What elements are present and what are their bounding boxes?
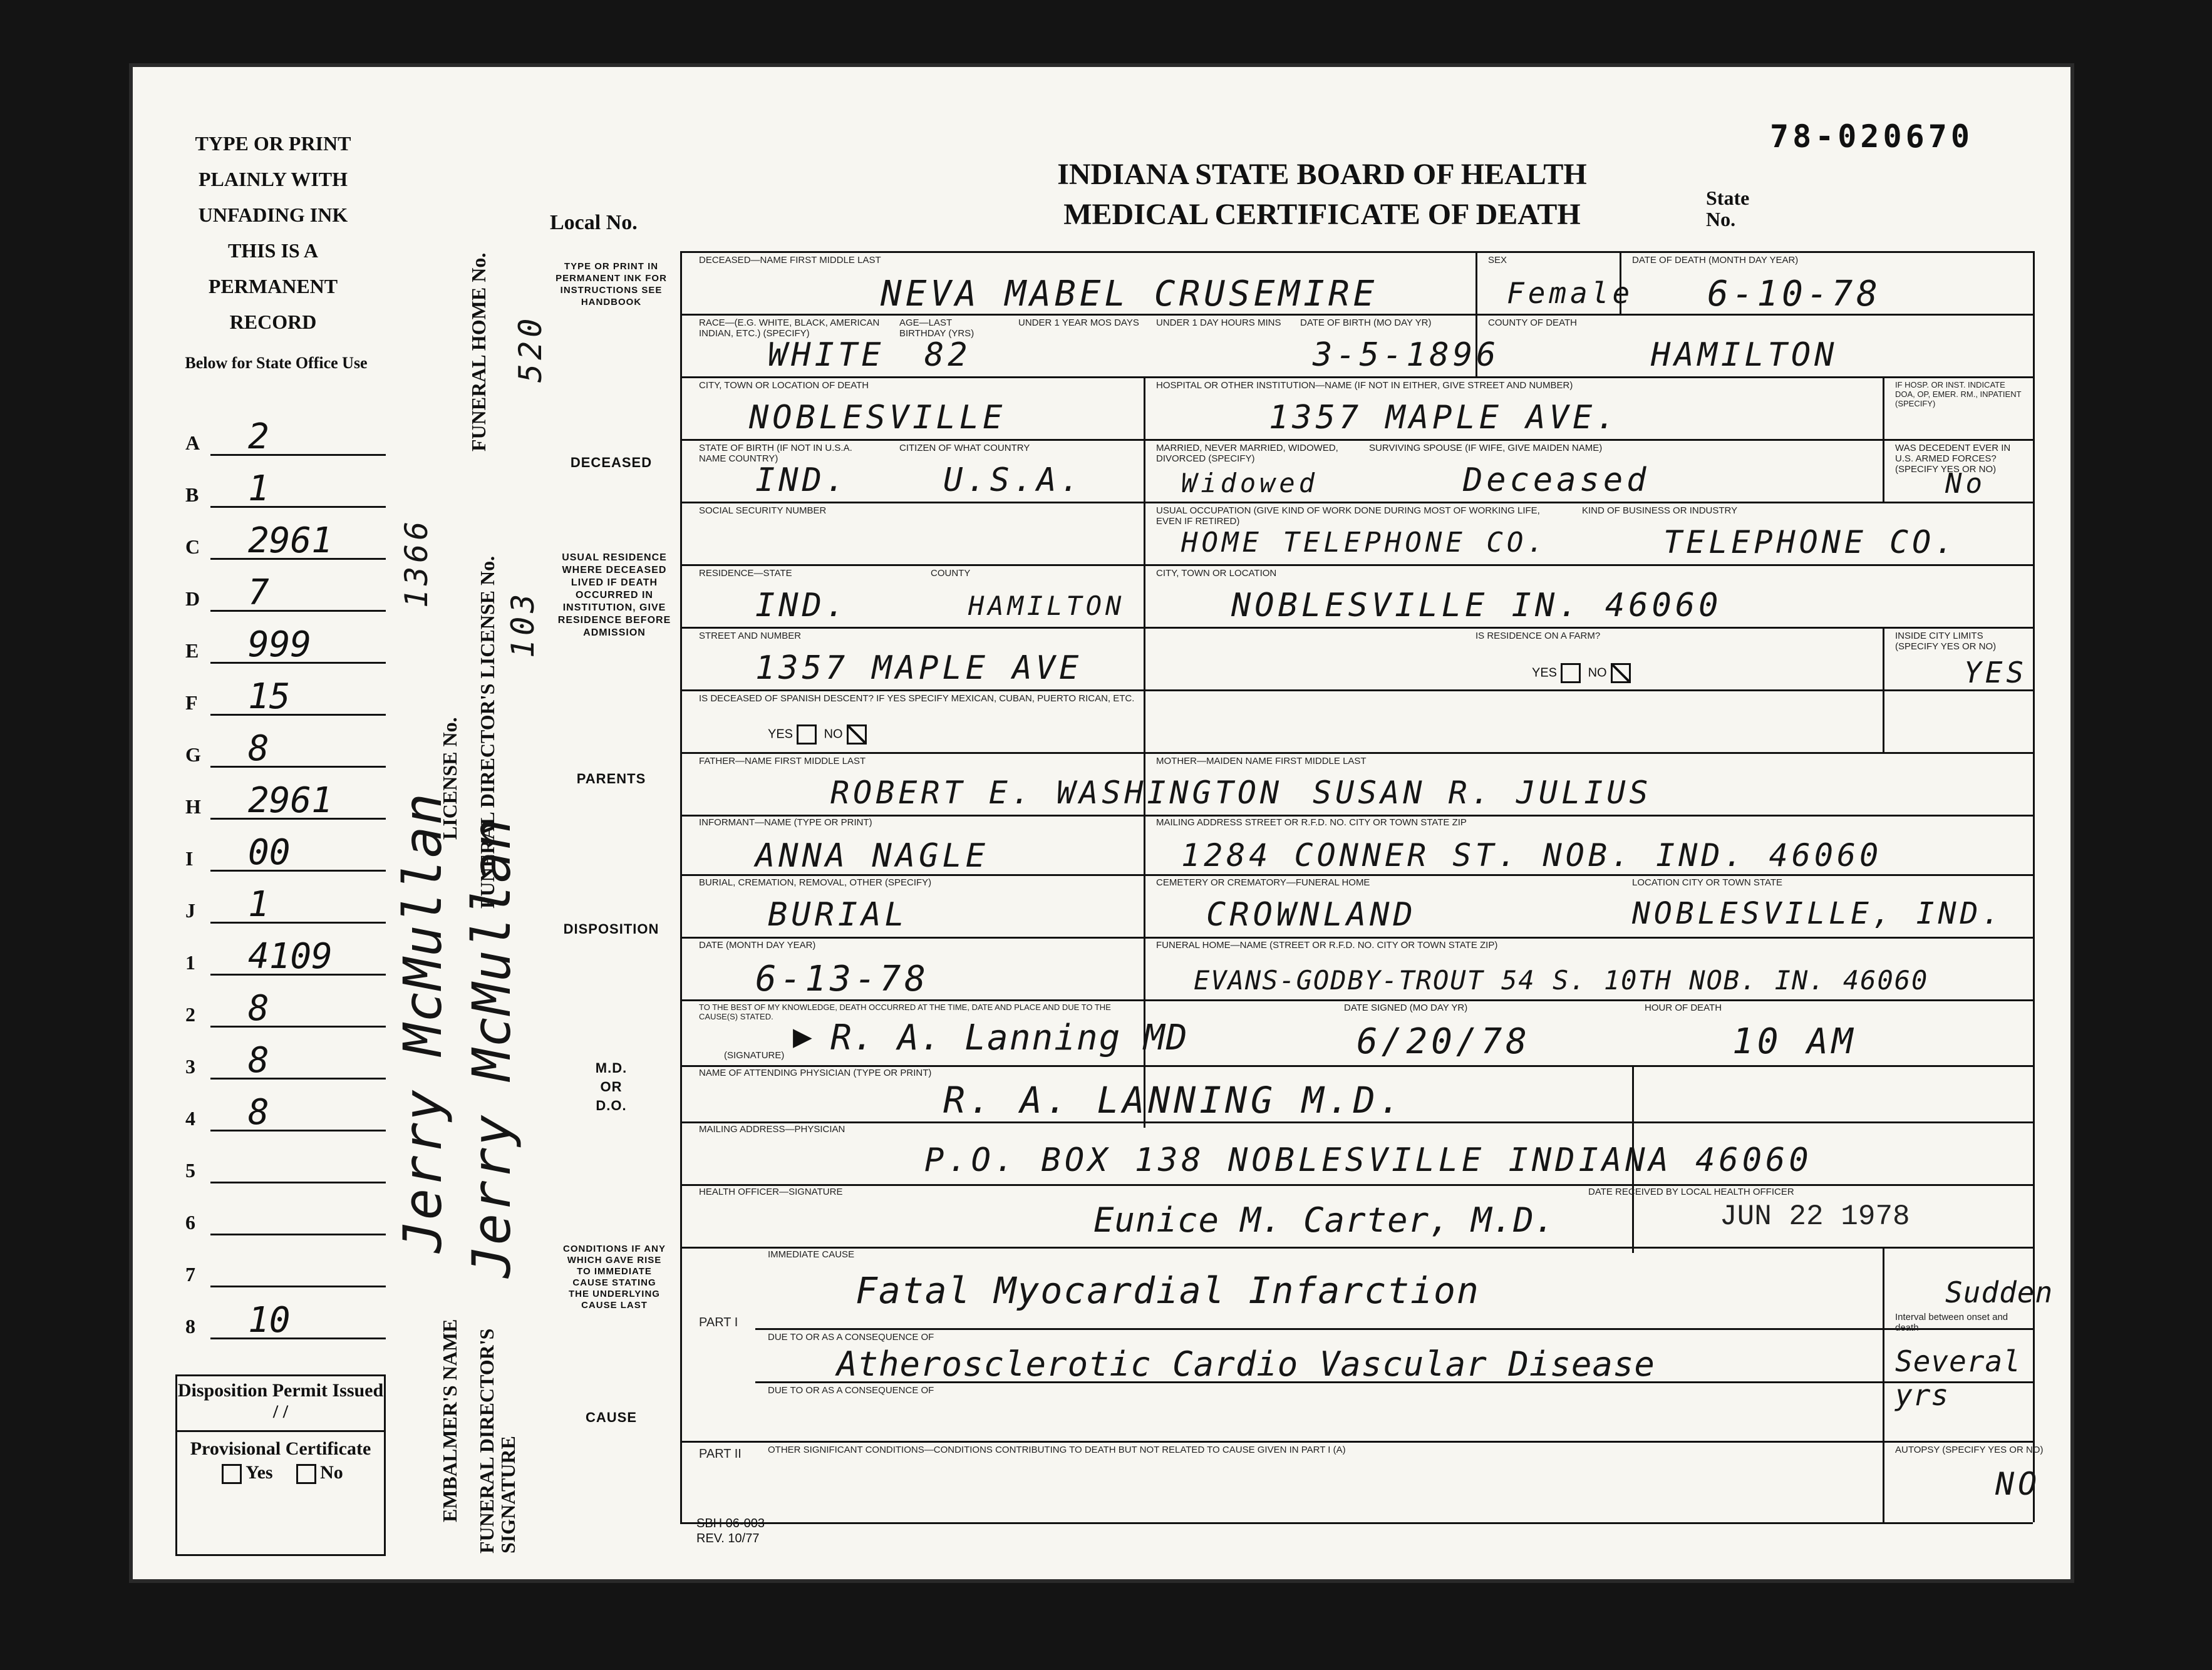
office-code-line xyxy=(210,506,386,508)
office-code-line xyxy=(210,1234,386,1235)
label-other-conditions: OTHER SIGNIFICANT CONDITIONS—CONDITIONS CONTRIBUTING TO DEATH BUT NOT RELATED TO CAUSE GIVEN IN PART I (A) xyxy=(768,1445,1346,1455)
residence-city-value: NOBLESVILLE IN. 46060 xyxy=(1231,587,1722,624)
signature-arrow-icon: ▶ xyxy=(793,1023,812,1051)
instruction-line: THIS IS A xyxy=(227,239,319,262)
label-cemetery: CEMETERY OR CREMATORY—FUNERAL HOME xyxy=(1156,877,1370,888)
dob-value: 3-5-1896 xyxy=(1313,336,1500,374)
funeral-home-no: 520 xyxy=(512,314,549,383)
label-occupation: USUAL OCCUPATION (GIVE KIND OF WORK DONE DURING MOST OF WORKING LIFE, EVEN IF RETIRED) xyxy=(1156,505,1540,527)
permit-title: Disposition Permit Issued xyxy=(177,1380,384,1401)
physician-signature: R. A. Lanning MD xyxy=(830,1018,1189,1058)
cemetery-value: CROWNLAND xyxy=(1206,896,1417,934)
label-sex: SEX xyxy=(1488,255,1507,265)
section-parents: PARENTS xyxy=(576,771,646,786)
armed-forces-value: No xyxy=(1945,468,1986,500)
label-date-received: DATE RECEIVED BY LOCAL HEALTH OFFICER xyxy=(1588,1187,1794,1197)
section-conditions: CONDITIONS IF ANY WHICH GAVE RISE TO IMMEDIATE CAUSE STATING THE UNDERLYING CAUSE LAST xyxy=(563,1244,666,1311)
informant-value: ANNA NAGLE xyxy=(755,837,990,875)
office-code-row xyxy=(185,570,392,622)
instruction-line: PERMANENT xyxy=(208,275,338,297)
embalmer-name: Jerry McMullan xyxy=(392,791,453,1253)
label-street: STREET AND NUMBER xyxy=(699,631,802,641)
instruction-line: RECORD xyxy=(229,311,317,333)
document-title: MEDICAL CERTIFICATE OF DEATH xyxy=(1063,198,1581,231)
provisional-no-checkbox[interactable] xyxy=(296,1464,316,1484)
label-age: AGE—LAST BIRTHDAY (YRS) xyxy=(899,317,974,339)
office-code-row xyxy=(185,466,392,518)
location-value: NOBLESVILLE, IND. xyxy=(1632,896,2004,931)
embalmer-license-label: LICENSE No. xyxy=(438,717,461,840)
label-business: KIND OF BUSINESS OR INDUSTRY xyxy=(1582,505,1738,516)
office-code-line xyxy=(210,922,386,924)
office-code-key: J xyxy=(185,899,195,922)
label-ssn: SOCIAL SECURITY NUMBER xyxy=(699,505,827,516)
occupation-value: HOME TELEPHONE CO. xyxy=(1181,527,1548,559)
date-received-stamp: JUN 22 1978 xyxy=(1720,1200,1910,1233)
label-city-limits: INSIDE CITY LIMITS (SPECIFY YES OR NO) xyxy=(1895,631,1997,652)
instruction-line: UNFADING INK xyxy=(198,204,348,226)
farm-no-label: NO xyxy=(1588,666,1607,680)
label-under-1-day: UNDER 1 DAY HOURS MINS xyxy=(1156,317,1281,328)
instructions-block xyxy=(167,126,380,340)
local-no-label: Local No. xyxy=(550,211,638,234)
instruction-line: TYPE OR PRINT xyxy=(195,132,351,155)
interval-b-value: Several yrs xyxy=(1895,1344,2021,1412)
citizen-value: U.S.A. xyxy=(943,461,1083,499)
provisional-label: Provisional Certificate xyxy=(190,1438,371,1459)
office-code-value: 1 xyxy=(248,468,269,509)
section-usual-residence: USUAL RESIDENCE WHERE DECEASED LIVED IF DEATH OCCURRED IN INSTITUTION, GIVE RESIDENCE BEFORE ADMISSION xyxy=(557,552,671,638)
office-code-row xyxy=(185,674,392,726)
office-code-key: A xyxy=(185,431,200,454)
label-part-2: PART II xyxy=(699,1447,742,1461)
label-interval-a: Interval between onset and death xyxy=(1895,1312,2008,1333)
sex-value: Female xyxy=(1507,276,1634,310)
label-hour: HOUR OF DEATH xyxy=(1645,1003,1722,1013)
label-citizen: CITIZEN OF WHAT COUNTRY xyxy=(899,443,1030,453)
office-code-value: 7 xyxy=(248,572,269,613)
office-code-value: 8 xyxy=(248,988,269,1029)
father-value: ROBERT E. WASHINGTON xyxy=(830,775,1283,811)
office-code-row xyxy=(185,934,392,986)
office-code-row xyxy=(185,1038,392,1090)
state-birth-value: IND. xyxy=(755,461,849,499)
section-instructions: TYPE OR PRINT IN PERMANENT INK FOR INSTRUCTIONS SEE HANDBOOK xyxy=(556,261,667,307)
label-signature: (SIGNATURE) xyxy=(724,1050,785,1061)
office-code-row xyxy=(185,414,392,466)
spanish-no-checkbox[interactable] xyxy=(847,724,867,745)
label-residence-state: RESIDENCE—STATE xyxy=(699,568,792,579)
burial-value: BURIAL xyxy=(768,896,908,934)
certificate-number: 78-020670 xyxy=(1770,118,1973,155)
office-code-row xyxy=(185,986,392,1038)
office-code-row xyxy=(185,830,392,882)
label-deceased-name: DECEASED—NAME FIRST MIDDLE LAST xyxy=(699,255,881,265)
date-of-death-value: 6-10-78 xyxy=(1707,274,1882,314)
office-code-row xyxy=(185,622,392,674)
office-code-line xyxy=(210,454,386,456)
certificate-sheet xyxy=(129,63,2074,1583)
label-due-to-c: DUE TO OR AS A CONSEQUENCE OF xyxy=(768,1385,934,1396)
spanish-no-label: NO xyxy=(824,727,843,741)
office-code-line xyxy=(210,870,386,872)
spanish-yes-label: YES xyxy=(768,727,793,741)
office-code-key: 1 xyxy=(185,951,195,974)
label-certification: TO THE BEST OF MY KNOWLEDGE, DEATH OCCURRED AT THE TIME, DATE AND PLACE AND DUE TO THE CAUSE(S) STATED. xyxy=(699,1003,1111,1021)
office-code-value: 10 xyxy=(248,1300,291,1341)
hospital-value: 1357 MAPLE AVE. xyxy=(1269,399,1620,436)
office-code-row xyxy=(185,1142,392,1193)
label-part-1: PART I xyxy=(699,1316,738,1329)
office-code-key: 6 xyxy=(185,1211,195,1234)
label-immediate-cause: IMMEDIATE CAUSE xyxy=(768,1249,855,1260)
marital-value: Widowed xyxy=(1181,468,1319,498)
office-code-key: 5 xyxy=(185,1159,195,1182)
office-code-value: 8 xyxy=(248,1092,269,1133)
label-physician: NAME OF ATTENDING PHYSICIAN (TYPE OR PRINT) xyxy=(699,1068,932,1078)
label-hospital: HOSPITAL OR OTHER INSTITUTION—NAME (IF NOT IN EITHER, GIVE STREET AND NUMBER) xyxy=(1156,380,1573,391)
label-autopsy: AUTOPSY (SPECIFY YES OR NO) xyxy=(1895,1445,2044,1455)
label-funeral-home: FUNERAL HOME—NAME (STREET OR R.F.D. NO. CITY OR TOWN STATE ZIP) xyxy=(1156,940,1498,951)
age-value: 82 xyxy=(924,336,971,374)
label-health-officer: HEALTH OFFICER—SIGNATURE xyxy=(699,1187,843,1197)
label-residence-city: CITY, TOWN OR LOCATION xyxy=(1156,568,1277,579)
office-code-value: 2961 xyxy=(248,520,333,561)
office-code-row xyxy=(185,778,392,830)
office-code-key: E xyxy=(185,639,199,662)
office-code-line xyxy=(210,1026,386,1028)
office-code-value: 999 xyxy=(248,624,312,665)
office-code-list xyxy=(185,414,392,1349)
race-value: WHITE xyxy=(768,336,885,374)
business-value: TELEPHONE CO. xyxy=(1663,524,1958,560)
office-code-line xyxy=(210,1130,386,1131)
label-informant: INFORMANT—NAME (TYPE OR PRINT) xyxy=(699,817,872,828)
office-code-row xyxy=(185,1090,392,1142)
label-race: RACE—(E.G. WHITE, BLACK, AMERICAN INDIAN, ETC.) (SPECIFY) xyxy=(699,317,880,339)
label-dob: DATE OF BIRTH (MO DAY YR) xyxy=(1300,317,1432,328)
physician-name-value: R. A. LANNING M.D. xyxy=(943,1079,1405,1121)
label-due-to-b: DUE TO OR AS A CONSEQUENCE OF xyxy=(768,1332,934,1343)
cause-b-value: Atherosclerotic Cardio Vascular Disease xyxy=(837,1344,1655,1384)
office-code-line xyxy=(210,1338,386,1339)
section-cause: CAUSE xyxy=(585,1410,637,1425)
farm-checkboxes xyxy=(1532,663,1635,683)
label-county: COUNTY OF DEATH xyxy=(1488,317,1577,328)
office-code-key: 8 xyxy=(185,1315,195,1338)
director-license: 103 xyxy=(505,590,541,658)
label-residence-county: COUNTY xyxy=(931,568,971,579)
office-code-key: 4 xyxy=(185,1107,195,1130)
label-hosp-doa: IF HOSP. OR INST. INDICATE DOA, OP, EMER. RM., INPATIENT (SPECIFY) xyxy=(1895,380,2022,408)
funeral-home-value: EVANS-GODBY-TROUT 54 S. 10TH NOB. IN. 46060 xyxy=(1194,965,1929,996)
label-marital: MARRIED, NEVER MARRIED, WIDOWED, DIVORCED (SPECIFY) xyxy=(1156,443,1338,464)
form-code-number: SBH 06-003 xyxy=(696,1517,765,1530)
farm-yes-label: YES xyxy=(1532,666,1558,680)
office-code-value: 4109 xyxy=(248,936,333,977)
office-code-key: 2 xyxy=(185,1003,195,1026)
label-physician-mail: MAILING ADDRESS—PHYSICIAN xyxy=(699,1124,845,1135)
funeral-home-no-label: FUNERAL HOME No. xyxy=(467,252,490,451)
office-code-key: F xyxy=(185,691,198,714)
section-deceased: DECEASED xyxy=(570,455,653,470)
label-under-1-year: UNDER 1 YEAR MOS DAYS xyxy=(1018,317,1139,328)
office-code-row xyxy=(185,1245,392,1297)
provisional-yes-checkbox[interactable] xyxy=(222,1464,242,1484)
label-state-birth: STATE OF BIRTH (IF NOT IN U.S.A. NAME COUNTRY) xyxy=(699,443,852,464)
label-father: FATHER—NAME FIRST MIDDLE LAST xyxy=(699,756,866,766)
office-code-line xyxy=(210,766,386,768)
yes-label: Yes xyxy=(245,1462,273,1483)
office-code-line xyxy=(210,1286,386,1287)
director-signature-label: FUNERAL DIRECTOR'S SIGNATURE xyxy=(475,1328,519,1554)
office-code-key: 3 xyxy=(185,1055,195,1078)
office-code-key: I xyxy=(185,847,194,870)
label-date-signed: DATE SIGNED (MO DAY YR) xyxy=(1344,1003,1468,1013)
date-signed-value: 6/20/78 xyxy=(1357,1021,1531,1062)
office-code-row xyxy=(185,1193,392,1245)
office-code-value: 2961 xyxy=(248,780,333,821)
embalmer-name-label: EMBALMER'S NAME xyxy=(438,1319,461,1522)
label-burial: BURIAL, CREMATION, REMOVAL, OTHER (SPECIFY) xyxy=(699,877,932,888)
autopsy-value: NO xyxy=(1995,1466,2041,1502)
label-location: LOCATION CITY OR TOWN STATE xyxy=(1632,877,1783,888)
label-spouse: SURVIVING SPOUSE (IF WIFE, GIVE MAIDEN NAME) xyxy=(1369,443,1603,453)
label-spanish-descent: IS DECEASED OF SPANISH DESCENT? IF YES SPECIFY MEXICAN, CUBAN, PUERTO RICAN, ETC. xyxy=(699,693,1135,704)
office-code-row xyxy=(185,518,392,570)
office-code-value: 1 xyxy=(248,884,269,925)
office-code-line xyxy=(210,714,386,716)
director-license-label: FUNERAL DIRECTOR'S LICENSE No. xyxy=(476,555,499,909)
spouse-value: Deceased xyxy=(1463,461,1650,499)
state-no-label: State No. xyxy=(1706,187,1750,230)
interval-a-value: Sudden xyxy=(1945,1276,2054,1309)
instruction-line: PLAINLY WITH xyxy=(199,168,348,190)
city-value: NOBLESVILLE xyxy=(749,399,1006,436)
section-disposition: DISPOSITION xyxy=(563,921,659,937)
director-signature: Jerry McMullan xyxy=(461,817,522,1278)
office-code-line xyxy=(210,1078,386,1080)
residence-county-value: HAMILTON xyxy=(968,590,1125,621)
section-md: M.D. OR D.O. xyxy=(595,1060,628,1113)
spanish-yes-checkbox[interactable] xyxy=(797,724,817,745)
farm-no-checkbox[interactable] xyxy=(1611,663,1631,683)
office-code-line xyxy=(210,1182,386,1183)
office-code-value: 8 xyxy=(248,728,269,769)
hour-of-death-value: 10 AM xyxy=(1732,1021,1857,1062)
label-farm: IS RESIDENCE ON A FARM? xyxy=(1476,631,1601,641)
embalmer-license: 1366 xyxy=(398,517,435,608)
permit-value: / / xyxy=(272,1401,289,1422)
office-code-key: 7 xyxy=(185,1263,195,1286)
office-code-value: 00 xyxy=(248,832,291,873)
office-code-key: C xyxy=(185,535,200,558)
office-code-line xyxy=(210,610,386,612)
label-armed-forces: WAS DECEDENT EVER IN U.S. ARMED FORCES? (SPECIFY YES OR NO) xyxy=(1895,443,2011,475)
label-burial-date: DATE (MONTH DAY YEAR) xyxy=(699,940,816,951)
office-code-row xyxy=(185,1297,392,1349)
no-label: No xyxy=(320,1462,343,1483)
office-code-key: H xyxy=(185,795,201,818)
agency-title: INDIANA STATE BOARD OF HEALTH xyxy=(1057,158,1587,191)
office-code-key: B xyxy=(185,483,199,506)
spanish-checkboxes xyxy=(768,724,871,745)
label-city: CITY, TOWN OR LOCATION OF DEATH xyxy=(699,380,869,391)
office-code-key: D xyxy=(185,587,200,610)
deceased-name-value: NEVA MABEL CRUSEMIRE xyxy=(881,274,1378,314)
street-value: 1357 MAPLE AVE xyxy=(755,649,1083,687)
health-officer-signature: Eunice M. Carter, M.D. xyxy=(1093,1200,1556,1240)
office-code-value: 2 xyxy=(248,416,269,457)
immediate-cause-value: Fatal Myocardial Infarction xyxy=(855,1269,1480,1312)
label-mother: MOTHER—MAIDEN NAME FIRST MIDDLE LAST xyxy=(1156,756,1367,766)
label-date-of-death: DATE OF DEATH (MONTH DAY YEAR) xyxy=(1632,255,1799,265)
city-limits-value: YES xyxy=(1964,656,2028,689)
office-code-key: G xyxy=(185,743,201,766)
office-code-value: 15 xyxy=(248,676,291,717)
physician-mail-value: P.O. BOX 138 NOBLESVILLE INDIANA 46060 xyxy=(924,1142,1812,1179)
farm-yes-checkbox[interactable] xyxy=(1561,663,1581,683)
mailing-address-value: 1284 CONNER ST. NOB. IND. 46060 xyxy=(1181,837,1883,874)
county-value: HAMILTON xyxy=(1651,336,1838,374)
state-office-label: Below for State Office Use xyxy=(185,354,368,372)
label-mailing: MAILING ADDRESS STREET OR R.F.D. NO. CITY OR TOWN STATE ZIP xyxy=(1156,817,1467,828)
form-revision: REV. 10/77 xyxy=(696,1532,760,1545)
office-code-row xyxy=(185,726,392,778)
burial-date-value: 6-13-78 xyxy=(755,959,930,999)
form-code xyxy=(696,1516,765,1546)
office-code-value: 8 xyxy=(248,1040,269,1081)
residence-state-value: IND. xyxy=(755,587,849,624)
disposition-permit-box xyxy=(175,1374,386,1556)
mother-value: SUSAN R. JULIUS xyxy=(1313,775,1652,811)
office-code-row xyxy=(185,882,392,934)
